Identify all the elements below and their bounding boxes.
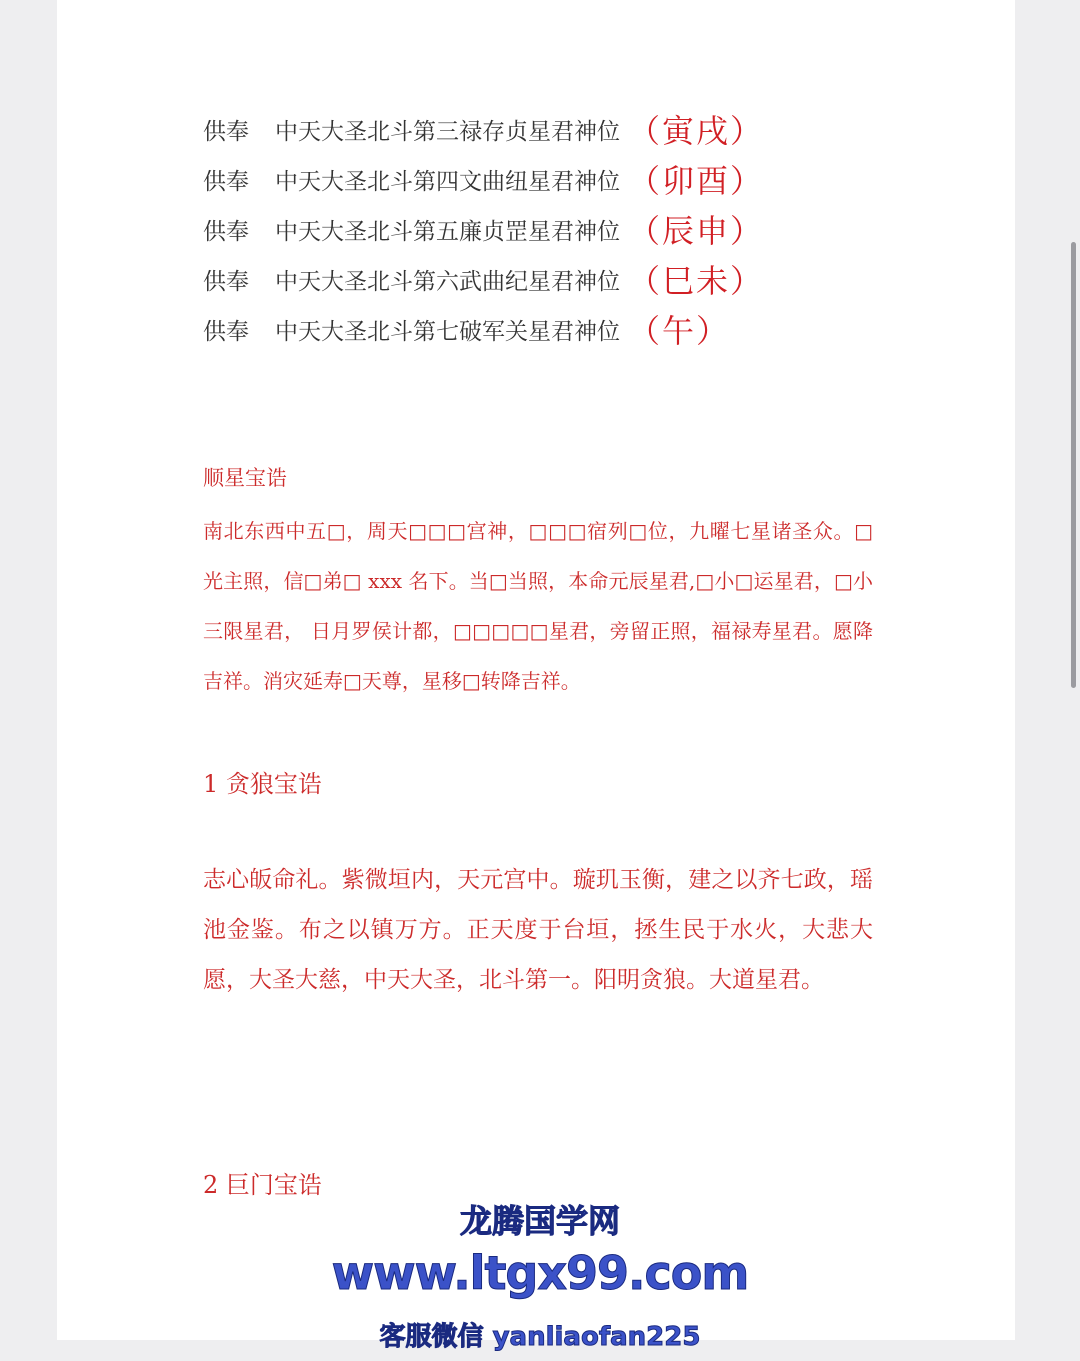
deity-name: 中天大圣北斗第四文曲纽星君神位 [275,168,620,195]
deity-row-wuqu [203,254,764,304]
watermark-url: www.ltgx99.com [331,1246,749,1300]
shunxing-text: 南北东西中五□，周天□□□宫神，□□□宿列□位，九曜七星诸圣众。□光主照，信□弟□ xxx 名下。当□当照，本命元辰星君,□小□运星君，□小三限星君， 日月罗侯计都，□□□□□星君，旁留正照，福禄寿星君。愿降吉祥。消灾延寿□天尊，星移□转降吉祥。 [203,519,873,693]
deity-row-pojun [203,304,764,354]
deity-name: 中天大圣北斗第三禄存贞星君神位 [275,118,620,145]
deity-row-wenqu [203,154,764,204]
jumen-title: 2 巨门宝诰 [203,1171,322,1199]
earthly-branch: （卯酉） [628,162,765,200]
deity-name: 中天大圣北斗第七破军关星君神位 [275,318,620,345]
deity-tablet-list [203,104,764,354]
shunxing-title: 顺星宝诰 [203,466,287,490]
offering-label: 供奉 [203,118,249,145]
earthly-branch: （巳未） [628,262,765,300]
tanlang-title: 1 贪狼宝诰 [203,770,322,798]
watermark-site-name: 龙腾国学网 [459,1202,620,1240]
scrollbar[interactable] [1071,242,1076,688]
earthly-branch: （辰申） [628,212,765,250]
earthly-branch: （寅戌） [628,112,765,150]
tanlang-text: 志心皈命礼。紫微垣内，天元宫中。璇玑玉衡，建之以齐七政，瑶池金鉴。布之以镇万方。正天度于台垣，拯生民于水火，大悲大愿，大圣大慈，中天大圣，北斗第一。阳明贪狼。大道星君。 [203,867,873,993]
earthly-branch: （午） [628,312,731,350]
offering-label: 供奉 [203,168,249,195]
watermark-contact: 客服微信 yanliaofan225 [379,1322,701,1352]
offering-label: 供奉 [203,318,249,345]
offering-label: 供奉 [203,218,249,245]
deity-name: 中天大圣北斗第六武曲纪星君神位 [275,268,620,295]
deity-row-lucun [203,104,764,154]
offering-label: 供奉 [203,268,249,295]
deity-row-lianzhen [203,204,764,254]
deity-name: 中天大圣北斗第五廉贞罡星君神位 [275,218,620,245]
